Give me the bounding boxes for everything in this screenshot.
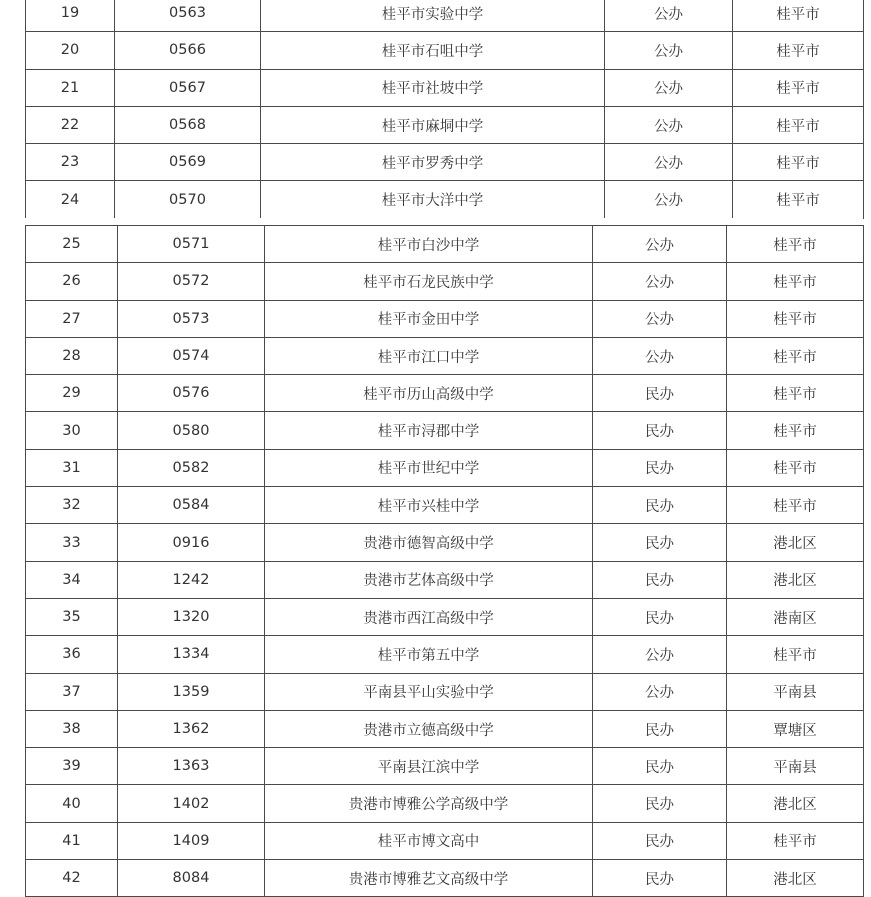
table-row: [26, 636, 864, 673]
school-type-cell: 公办: [593, 337, 727, 374]
table-row: [26, 337, 864, 374]
row-number-cell: 39: [26, 748, 118, 785]
school-area-cell: 港北区: [727, 524, 864, 561]
school-type-cell: 民办: [593, 710, 727, 747]
row-number-cell: 37: [26, 673, 118, 710]
row-number-cell: 30: [26, 412, 118, 449]
school-name-cell: 桂平市社坡中学: [261, 69, 605, 106]
school-code-cell: 1363: [118, 748, 265, 785]
school-type-cell: 民办: [593, 561, 727, 598]
row-number-cell: 25: [26, 226, 118, 263]
school-area-cell: 港北区: [727, 561, 864, 598]
school-area-cell: 桂平市: [733, 181, 864, 218]
table-row: [26, 32, 864, 69]
table-row: [26, 412, 864, 449]
school-type-cell: 民办: [593, 375, 727, 412]
row-number-cell: 33: [26, 524, 118, 561]
school-area-cell: 桂平市: [733, 32, 864, 69]
school-name-cell: 桂平市世纪中学: [265, 449, 593, 486]
school-name-cell: 贵港市西江高级中学: [265, 598, 593, 635]
school-name-cell: 桂平市博文高中: [265, 822, 593, 859]
school-type-cell: 民办: [593, 412, 727, 449]
row-number-cell: 23: [26, 144, 115, 181]
school-type-cell: 民办: [593, 748, 727, 785]
school-code-cell: 0916: [118, 524, 265, 561]
school-code-cell: 1334: [118, 636, 265, 673]
row-number-cell: 27: [26, 300, 118, 337]
school-type-cell: 民办: [593, 598, 727, 635]
school-type-cell: 公办: [593, 673, 727, 710]
row-number-cell: 21: [26, 69, 115, 106]
table-row: [26, 300, 864, 337]
row-number-cell: 40: [26, 785, 118, 822]
school-name-cell: 桂平市历山高级中学: [265, 375, 593, 412]
table-row: [26, 822, 864, 859]
school-type-cell: 民办: [593, 822, 727, 859]
school-name-cell: 桂平市实验中学: [261, 0, 605, 32]
table-row: [26, 226, 864, 263]
school-area-cell: 桂平市: [733, 0, 864, 32]
school-code-cell: 1409: [118, 822, 265, 859]
school-area-cell: 桂平市: [727, 449, 864, 486]
school-type-cell: 民办: [593, 449, 727, 486]
school-code-cell: 0580: [118, 412, 265, 449]
table-row: [26, 263, 864, 300]
school-area-cell: 桂平市: [727, 375, 864, 412]
row-number-cell: 28: [26, 337, 118, 374]
school-type-cell: 公办: [605, 144, 733, 181]
school-name-cell: 桂平市白沙中学: [265, 226, 593, 263]
school-type-cell: 公办: [593, 226, 727, 263]
school-code-cell: 0563: [115, 0, 261, 32]
school-code-cell: 8084: [118, 860, 265, 897]
school-name-cell: 桂平市麻垌中学: [261, 106, 605, 143]
table-seam: [25, 218, 863, 225]
school-code-cell: 0567: [115, 69, 261, 106]
row-number-cell: 32: [26, 487, 118, 524]
school-code-cell: 1359: [118, 673, 265, 710]
table-row: [26, 69, 864, 106]
school-type-cell: 公办: [593, 300, 727, 337]
row-number-cell: 24: [26, 181, 115, 218]
school-code-cell: 0582: [118, 449, 265, 486]
table-row: [26, 561, 864, 598]
school-area-cell: 桂平市: [727, 226, 864, 263]
table-row: [26, 144, 864, 181]
school-code-cell: 0570: [115, 181, 261, 218]
school-area-cell: 桂平市: [733, 106, 864, 143]
school-type-cell: 民办: [593, 785, 727, 822]
school-area-cell: 桂平市: [733, 144, 864, 181]
school-name-cell: 平南县平山实验中学: [265, 673, 593, 710]
school-type-cell: 公办: [605, 32, 733, 69]
school-table-top-body: [26, 0, 864, 218]
school-code-cell: 1362: [118, 710, 265, 747]
school-area-cell: 平南县: [727, 673, 864, 710]
school-name-cell: 桂平市金田中学: [265, 300, 593, 337]
school-table-top: [25, 0, 864, 219]
row-number-cell: 22: [26, 106, 115, 143]
row-number-cell: 26: [26, 263, 118, 300]
school-name-cell: 贵港市德智高级中学: [265, 524, 593, 561]
school-area-cell: 桂平市: [727, 412, 864, 449]
school-type-cell: 民办: [593, 860, 727, 897]
row-number-cell: 31: [26, 449, 118, 486]
table-row: [26, 375, 864, 412]
school-area-cell: 港北区: [727, 785, 864, 822]
row-number-cell: 38: [26, 710, 118, 747]
school-area-cell: 桂平市: [733, 69, 864, 106]
table-row: [26, 106, 864, 143]
school-area-cell: 平南县: [727, 748, 864, 785]
table-row: [26, 0, 864, 32]
school-type-cell: 公办: [605, 0, 733, 32]
table-row: [26, 598, 864, 635]
school-code-cell: 0572: [118, 263, 265, 300]
school-type-cell: 公办: [593, 636, 727, 673]
school-code-cell: 0584: [118, 487, 265, 524]
school-type-cell: 公办: [605, 181, 733, 218]
school-name-cell: 桂平市浔郡中学: [265, 412, 593, 449]
school-name-cell: 贵港市艺体高级中学: [265, 561, 593, 598]
school-code-cell: 1242: [118, 561, 265, 598]
school-area-cell: 桂平市: [727, 337, 864, 374]
table-row: [26, 860, 864, 897]
school-code-cell: 1402: [118, 785, 265, 822]
row-number-cell: 29: [26, 375, 118, 412]
table-row: [26, 673, 864, 710]
school-code-cell: 1320: [118, 598, 265, 635]
table-row: [26, 449, 864, 486]
school-code-cell: 0576: [118, 375, 265, 412]
row-number-cell: 20: [26, 32, 115, 69]
school-type-cell: 公办: [605, 106, 733, 143]
school-type-cell: 民办: [593, 524, 727, 561]
school-name-cell: 平南县江滨中学: [265, 748, 593, 785]
row-number-cell: 35: [26, 598, 118, 635]
school-area-cell: 桂平市: [727, 300, 864, 337]
school-area-cell: 桂平市: [727, 487, 864, 524]
school-type-cell: 民办: [593, 487, 727, 524]
table-row: [26, 487, 864, 524]
table-row: [26, 710, 864, 747]
school-table-bottom: [25, 225, 864, 897]
school-name-cell: 桂平市第五中学: [265, 636, 593, 673]
row-number-cell: 19: [26, 0, 115, 32]
school-name-cell: 桂平市兴桂中学: [265, 487, 593, 524]
table-row: [26, 748, 864, 785]
row-number-cell: 41: [26, 822, 118, 859]
table-row: [26, 524, 864, 561]
school-table-bottom-body: [26, 226, 864, 897]
school-name-cell: 贵港市博雅公学高级中学: [265, 785, 593, 822]
table-row: [26, 785, 864, 822]
school-code-cell: 0571: [118, 226, 265, 263]
school-area-cell: 桂平市: [727, 263, 864, 300]
school-type-cell: 公办: [593, 263, 727, 300]
row-number-cell: 34: [26, 561, 118, 598]
school-name-cell: 贵港市立德高级中学: [265, 710, 593, 747]
school-area-cell: 港北区: [727, 860, 864, 897]
school-name-cell: 桂平市江口中学: [265, 337, 593, 374]
school-name-cell: 桂平市罗秀中学: [261, 144, 605, 181]
school-code-cell: 0568: [115, 106, 261, 143]
school-name-cell: 桂平市石咀中学: [261, 32, 605, 69]
row-number-cell: 36: [26, 636, 118, 673]
row-number-cell: 42: [26, 860, 118, 897]
school-type-cell: 公办: [605, 69, 733, 106]
school-area-cell: 桂平市: [727, 636, 864, 673]
school-area-cell: 桂平市: [727, 822, 864, 859]
school-area-cell: 覃塘区: [727, 710, 864, 747]
table-row: [26, 181, 864, 218]
school-code-cell: 0566: [115, 32, 261, 69]
school-code-cell: 0569: [115, 144, 261, 181]
school-code-cell: 0574: [118, 337, 265, 374]
school-name-cell: 贵港市博雅艺文高级中学: [265, 860, 593, 897]
school-area-cell: 港南区: [727, 598, 864, 635]
school-code-cell: 0573: [118, 300, 265, 337]
school-name-cell: 桂平市石龙民族中学: [265, 263, 593, 300]
school-name-cell: 桂平市大洋中学: [261, 181, 605, 218]
